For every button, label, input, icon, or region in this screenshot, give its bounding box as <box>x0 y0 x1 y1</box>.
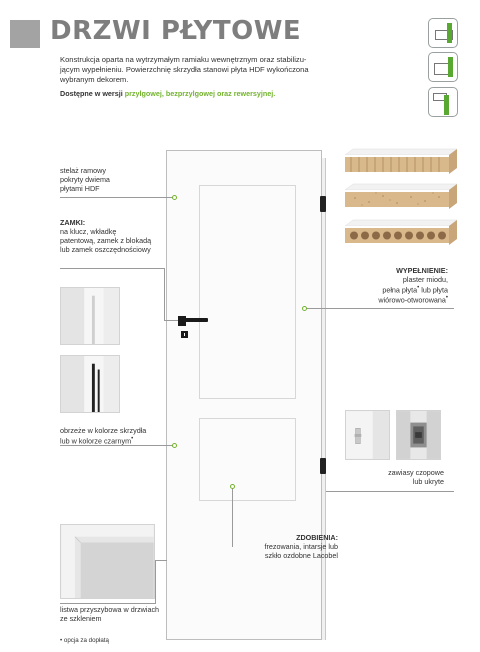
intro-line: jącym wypełnieniu. Powierzchnię skrzydła stanowi płyta HDF wykończona <box>60 65 309 74</box>
upper-door-panel <box>199 185 296 399</box>
full-board-slab-image <box>345 180 457 214</box>
door-illustration <box>166 150 322 640</box>
leader-line-locks-vert <box>164 268 165 320</box>
footnote: • opcja za dopłatą <box>60 637 109 644</box>
leader-dot-edges <box>172 443 177 448</box>
frame-label: stelaż ramowy pokryty dwiema płytami HDF <box>60 166 110 193</box>
filling-title: WYPEŁNIENIE: <box>396 266 448 275</box>
option-bullet: • <box>445 295 448 302</box>
availability-text <box>60 89 275 98</box>
intro-line: wybranym dekorem. <box>60 75 129 84</box>
decor-title: ZDOBIENIA: <box>296 533 338 542</box>
edges-label: obrzeże w kolorze skrzydła lub w kolorze czarnym• <box>60 426 147 446</box>
door-handle-icon <box>184 318 208 322</box>
tubular-board-slab-image <box>345 216 457 250</box>
leader-line-glass-end <box>155 560 167 561</box>
leader-line-glass <box>60 603 155 604</box>
locks-title: ZAMKI: <box>60 218 86 227</box>
door-edge-black-photo <box>60 355 120 413</box>
leader-line-hinges <box>326 491 454 492</box>
lock-escutcheon-icon <box>181 331 188 338</box>
glass-bead-photo <box>60 524 155 599</box>
hinges-label: zawiasy czopowe lub ukryte <box>388 468 444 486</box>
door-rebated-icon <box>428 18 458 48</box>
lower-hinge <box>320 458 326 474</box>
pivot-hinge-photo <box>345 410 390 460</box>
option-bullet: • <box>131 436 134 442</box>
intro-text <box>60 55 330 85</box>
leader-line-frame <box>60 197 174 198</box>
availability-variants: przylgowej, bezprzylgowej oraz rewersyjnej. <box>124 89 276 98</box>
locks-label: ZAMKI: na klucz, wkładkę patentową, zamek z blokadą lub zamek oszczędnościowy <box>60 218 152 254</box>
hidden-hinge-photo <box>396 410 441 460</box>
page-title: DRZWI PŁYTOWE <box>50 16 302 46</box>
leader-dot-frame <box>172 195 177 200</box>
leader-line-glass-vert <box>155 560 156 604</box>
glass-bead-label: listwa przyszybowa w drzwiach ze szkleniem <box>60 605 160 623</box>
door-edge-white-photo <box>60 287 120 345</box>
availability-prefix: Dostępne w wersji <box>60 89 125 98</box>
door-flush-icon <box>428 52 458 82</box>
leader-line-locks-end <box>164 320 178 321</box>
honeycomb-slab-image <box>345 145 457 179</box>
filling-label: WYPEŁNIENIE: plaster miodu, pełna płyta• lub płyta wiórowo-otworowana• <box>378 266 448 305</box>
leader-line-filling <box>306 308 454 309</box>
header-square <box>10 20 40 48</box>
leader-dot-decor <box>230 484 235 489</box>
option-bullet: • <box>417 285 420 291</box>
decor-label: ZDOBIENIA: frezowania, intarsje lub szkło ozdobne Lacobel <box>226 533 338 560</box>
leader-dot-filling <box>302 306 307 311</box>
door-reversible-icon <box>428 87 458 117</box>
leader-line-locks <box>60 268 165 269</box>
lower-door-panel <box>199 418 296 501</box>
intro-line: Konstrukcja oparta na wytrzymałym ramiaku wewnętrznym oraz stabilizu- <box>60 55 307 64</box>
upper-hinge <box>320 196 326 212</box>
footnote-bullet: • <box>60 637 63 644</box>
